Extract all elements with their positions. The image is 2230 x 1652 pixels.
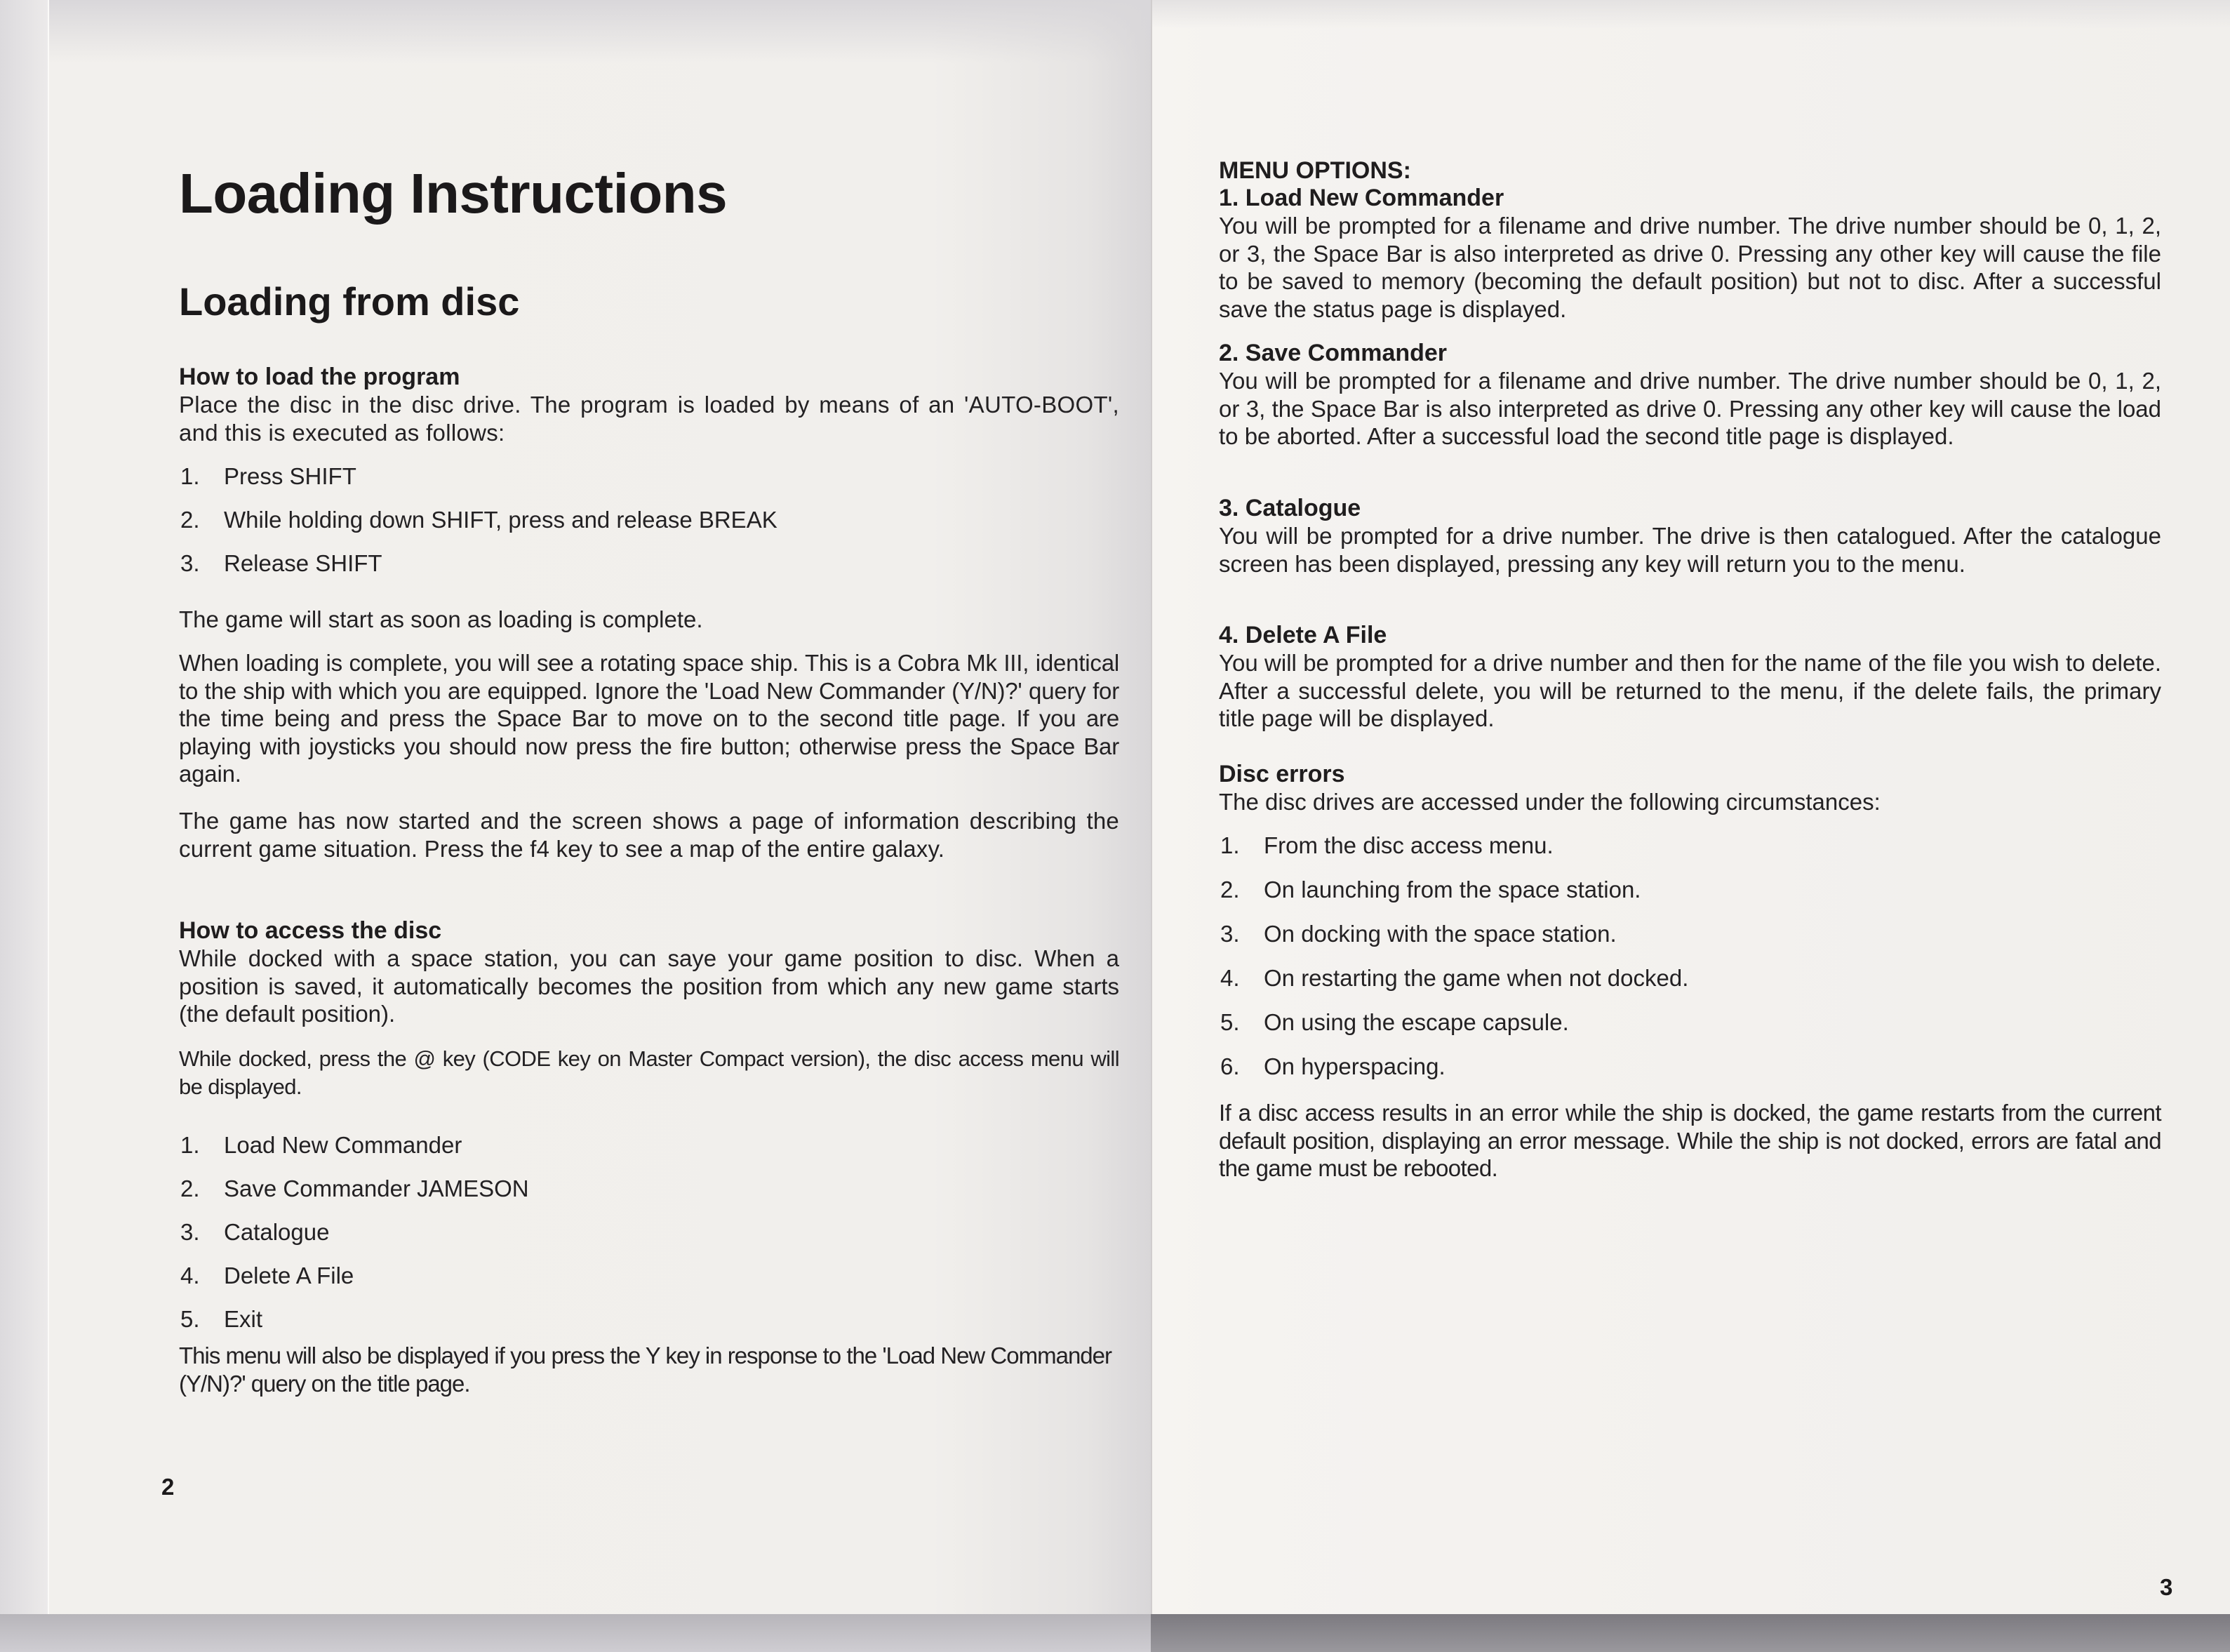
paragraph-access-key: While docked, press the @ key (CODE key on Master Compact version), the disc access menu will be displayed.: [179, 1046, 1119, 1099]
error-list-item: [1220, 832, 1554, 860]
list-text: Delete A File: [224, 1263, 354, 1288]
page-title: Loading Instructions: [179, 162, 728, 225]
list-number: 3.: [180, 1219, 200, 1245]
option-text-load: You will be prompted for a filename and drive number. The drive number should be 0, 1, 2, or 3, the Space Bar is also interpreted as drive 0. Pressing any other key will cause the file to be saved to memory (becoming the default position) but not to disc. After a successful save the status page is displayed.: [1219, 213, 2161, 322]
list-number: 1.: [1220, 832, 1240, 858]
error-list-item: [1220, 1053, 1446, 1081]
disc-errors-conclusion: If a disc access results in an error while the ship is docked, the game restarts from the current default position, displaying an error message. While the ship is not docked, errors are fatal and the game must be rebooted.: [1219, 1100, 2161, 1181]
option-heading-save: 2. Save Commander: [1219, 340, 1448, 366]
menu-list-item: [180, 1218, 329, 1246]
option-text-catalogue: You will be prompted for a drive number. The drive is then catalogued. After the catalogue screen has been displayed, pressing any key will return you to the menu.: [1219, 523, 2161, 577]
list-number: 2.: [1220, 877, 1240, 902]
option-heading-delete: 4. Delete A File: [1219, 622, 1387, 648]
list-item: [180, 549, 382, 578]
error-list-item: [1220, 964, 1688, 992]
error-list-item: [1220, 920, 1617, 948]
list-number: 6.: [1220, 1053, 1240, 1079]
disc-errors-intro: The disc drives are accessed under the following circumstances:: [1219, 789, 1881, 815]
list-text: Catalogue: [224, 1219, 330, 1245]
list-text: On launching from the space station.: [1264, 877, 1641, 902]
list-text: On docking with the space station.: [1264, 921, 1617, 947]
list-text: Release SHIFT: [224, 550, 382, 576]
menu-list-item: [180, 1175, 529, 1203]
scan-background-bottom-left: [0, 1614, 1151, 1652]
paragraph-cobra: When loading is complete, you will see a rotating space ship. This is a Cobra Mk III, identical to the ship with which you are equipped. Ignore the 'Load New Commander (Y/N)?' query for the time being and press the Space Bar to move on to the second title page. If you are playing with joysticks you should now press the fire button; otherwise press the Space Bar again.: [179, 650, 1119, 787]
heading-how-to-access: How to access the disc: [179, 917, 442, 944]
list-number: 5.: [1220, 1009, 1240, 1035]
list-number: 3.: [180, 550, 200, 576]
paragraph-menu-also: This menu will also be displayed if you press the Y key in response to the 'Load New Commander (Y/N)?' query on the title page.: [179, 1343, 1111, 1397]
list-text: On restarting the game when not docked.: [1264, 965, 1689, 991]
option-heading-catalogue: 3. Catalogue: [1219, 495, 1361, 521]
option-text-delete: You will be prompted for a drive number and then for the name of the file you wish to delete. After a successful delete, you will be returned to the menu, if the delete fails, the primary title page will be displayed.: [1219, 650, 2161, 731]
page-number-right: 3: [2160, 1574, 2173, 1600]
menu-list-item: [180, 1131, 462, 1159]
list-text: From the disc access menu.: [1264, 832, 1554, 858]
heading-how-to-load: How to load the program: [179, 364, 460, 390]
option-text-save: You will be prompted for a filename and drive number. The drive number should be 0, 1, 2, or 3, the Space Bar is also interpreted as drive 0. Pressing any other key will cause the load to be aborted. After a successful load the second title page is displayed.: [1219, 368, 2161, 449]
list-text: Load New Commander: [224, 1132, 462, 1158]
list-text: Save Commander JAMESON: [224, 1175, 529, 1201]
menu-list-item: [180, 1305, 262, 1333]
list-number: 5.: [180, 1306, 200, 1332]
page-number-left: 2: [161, 1474, 175, 1500]
list-text: On using the escape capsule.: [1264, 1009, 1569, 1035]
list-text: Press SHIFT: [224, 463, 356, 489]
list-number: 4.: [1220, 965, 1240, 991]
list-number: 1.: [180, 1132, 200, 1158]
list-number: 3.: [1220, 921, 1240, 947]
error-list-item: [1220, 876, 1641, 904]
paragraph-start: The game will start as soon as loading is complete.: [179, 606, 703, 632]
paragraph-game-started: The game has now started and the screen shows a page of information describing the current game situation. Press the f4 key to see a map of the entire galaxy.: [179, 808, 1119, 862]
list-text: Exit: [224, 1306, 263, 1332]
menu-options-heading: MENU OPTIONS:: [1219, 157, 1411, 184]
list-item: [180, 506, 777, 534]
scan-background-left: [0, 0, 48, 1614]
list-number: 4.: [180, 1263, 200, 1288]
paragraph-intro: Place the disc in the disc drive. The program is loaded by means of an 'AUTO-BOOT', and this is executed as follows:: [179, 392, 1119, 446]
menu-list-item: [180, 1262, 354, 1290]
list-text: On hyperspacing.: [1264, 1053, 1446, 1079]
option-heading-load: 1. Load New Commander: [1219, 185, 1504, 211]
list-text: While holding down SHIFT, press and release BREAK: [224, 507, 777, 533]
list-number: 1.: [180, 463, 200, 489]
paragraph-save-position: While docked with a space station, you can saye your game position to disc. When a position is saved, it automatically becomes the position from which any new game starts (the default position).: [179, 945, 1119, 1027]
error-list-item: [1220, 1008, 1569, 1037]
list-number: 2.: [180, 1175, 200, 1201]
scan-background-bottom-right: [1151, 1614, 2230, 1652]
section-title: Loading from disc: [179, 279, 520, 324]
disc-errors-heading: Disc errors: [1219, 761, 1345, 787]
list-item: [180, 462, 356, 491]
list-number: 2.: [180, 507, 200, 533]
